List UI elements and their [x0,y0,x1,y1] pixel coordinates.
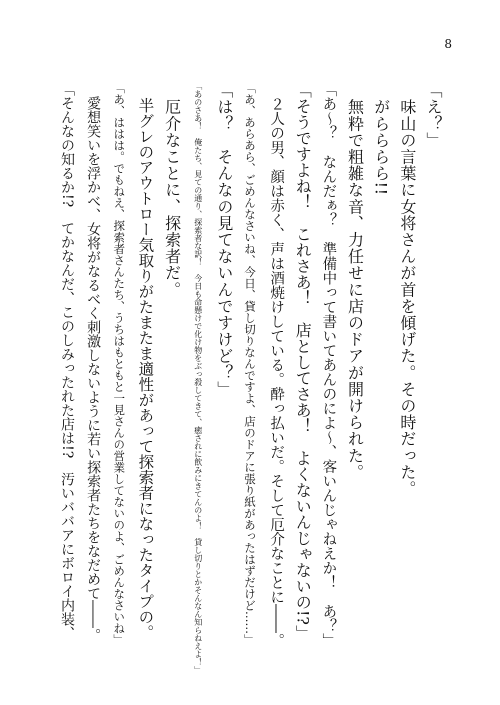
text-line: 「そうですよね！ これさあ！ 店としてさあ！ よくないんじゃないの!?」 [293,82,313,642]
page-number: 8 [444,37,452,51]
text-line: 「あ、ははは。でもねえ、探索者さんたち、うちはもともと一見さんの営業してないのよ、ごめんなさいね」 [112,82,127,646]
text-line: 味山の言葉に女将さんが首を傾げた。その時だった。 [397,82,417,497]
text-line: 厄介なことに、探索者だ。 [162,82,182,298]
text-line: 愛想笑いを浮かべ、女将がなるべく刺激しないように若い探索者たちをなだめて――。 [85,82,102,642]
text-line: 「あ〜？ なんだぁ？ 準備中って書いてあんのによ〜、客いんじゃねえか！ あ？」 [320,82,337,648]
text-line: ２人の男、顔は赤く、声は酒焼けしている。酔っ払いだ。そして厄介なことに――。 [268,82,285,648]
text-line: 「あのさあ！ 俺たち、見ての通り、探索者な訳！ 今日も命懸けで化け物をぶっ殺してきて、癒されに飲みにきてんのよ！ 貸し切りとかそんなん知らねえよ！」 [193,82,203,674]
text-line: 「は？ そんなの見てないんですけど？」 [214,82,234,398]
text-line: 「そんなの知るか!? てかなんだ、このしみったれた店は!? 汚いババアにボロイ内装、 [59,82,75,641]
text-line: 無粋で粗雑な音、力任せに店のドアが開けられた。 [345,82,365,481]
text-line: 半グレのアウトロー気取りがたまたま適性があって探索者になったタイプの。 [136,82,155,640]
text-line: がらららら!! [371,82,391,196]
vertical-text-body [58,82,443,674]
text-line: 「え？」 [423,82,443,149]
text-line: 「あ、あらあら、ごめんなさいね、今日、貸し切りなんですよ、店のドアに張り紙があったはずだけど……」 [242,82,257,646]
